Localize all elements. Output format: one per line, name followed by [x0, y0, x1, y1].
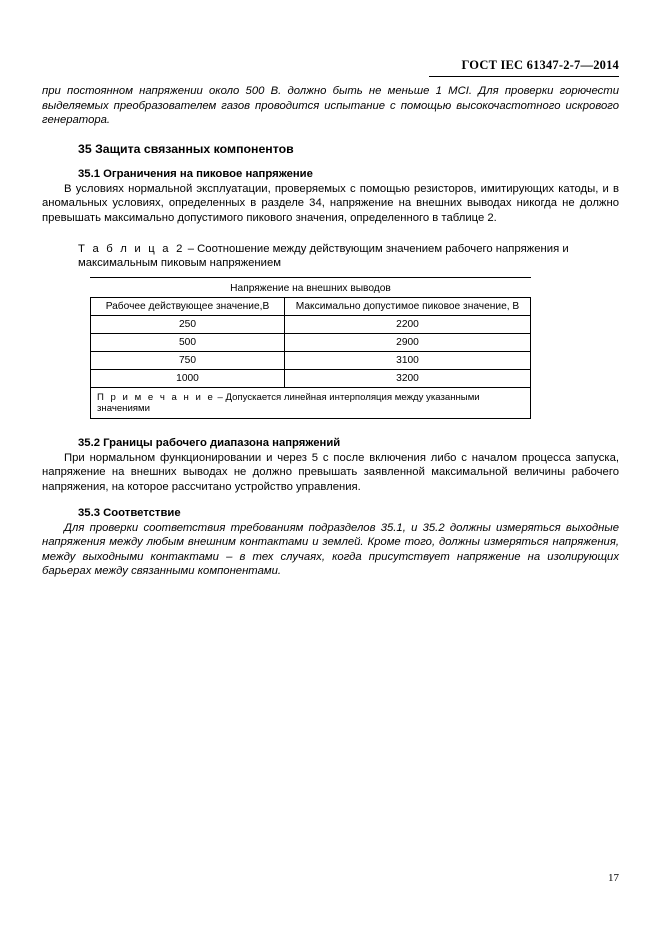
table-cell-peak-value: 3100	[285, 351, 531, 369]
subsection-heading-35-3: 35.3 Соответствие	[78, 506, 181, 519]
subsection-body-35-2: При нормальном функционировании и через 5 с после включения либо с началом процесса запуска, напряжение на внешних выводах не должно превышать заявленной максимальной величины рабочего напряжения, на которое рассчитано устройство управления.	[42, 451, 619, 493]
table-cell-working-value: 250	[91, 315, 285, 333]
table-cell-working-value: 500	[91, 333, 285, 351]
table-note-cell	[91, 387, 531, 418]
table-cell-working-value: 1000	[91, 369, 285, 387]
table-row	[91, 333, 531, 351]
table-cell-peak-value: 2900	[285, 333, 531, 351]
section-heading-35: 35 Защита связанных компонентов	[78, 141, 294, 156]
page-header-standard-id: ГОСТ IEC 61347-2-7—2014	[461, 58, 619, 72]
table-row	[91, 315, 531, 333]
table-group-header-row	[91, 280, 531, 298]
table-note-text: Допускается линейная интерполяция между указанными значениями	[97, 391, 480, 414]
subsection-body-35-3: Для проверки соответствия требованиям подразделов 35.1, и 35.2 должны измеряться выходные напряжения между любым внешним контактами и землей. Кроме того, должны измеряться напряжения, между выходными контактами – в тех случаях, когда присутствует напряжение на изолирующих барьерах между связанными компонентами.	[42, 521, 619, 578]
subsection-heading-35-2: 35.2 Границы рабочего диапазона напряжений	[78, 436, 341, 449]
table-column-header-0: Рабочее действующее значение,В	[91, 297, 285, 315]
table-cell-peak-value: 3200	[285, 369, 531, 387]
table-2-wrapper	[42, 277, 619, 419]
table-note-row	[91, 387, 531, 418]
page-content	[42, 84, 619, 579]
subsection-heading-35-1: 35.1 Ограничения на пиковое напряжение	[78, 167, 313, 180]
header-divider	[429, 76, 619, 77]
table-group-header: Напряжение на внешних выводов	[91, 280, 531, 298]
table-cell-peak-value: 2200	[285, 315, 531, 333]
table-caption	[42, 242, 619, 271]
table-cell-working-value: 750	[91, 351, 285, 369]
table-caption-label: Т а б л и ц а 2	[78, 242, 185, 255]
table-2	[90, 280, 531, 419]
table-caption-dash: –	[187, 242, 194, 255]
table-caption-text: Соотношение между действующим значением рабочего напряжения и максимальным пиковым напряжением	[78, 242, 569, 270]
table-column-header-1: Максимально допустимое пиковое значение, В	[285, 297, 531, 315]
table-note-label: П р и м е ч а н и е	[97, 391, 215, 403]
table-top-rule	[90, 277, 531, 278]
table-header-row	[91, 297, 531, 315]
table-row	[91, 369, 531, 387]
page-number: 17	[608, 872, 619, 884]
subsection-body-35-1: В условиях нормальной эксплуатации, проверяемых с помощью резисторов, имитирующих катоды, и в аномальных условиях, определенных в разделе 34, напряжение на внешних выводах никогда не должно превышать максимально допустимого пикового значения, определенного в таблице 2.	[42, 182, 619, 224]
table-row	[91, 351, 531, 369]
table-note-dash: –	[217, 391, 223, 403]
intro-paragraph: при постоянном напряжении около 500 В. должно быть не меньше 1 МСІ. Для проверки горючести выделяемых преобразователем газов проводится испытание с помощью высокочастотного искрового генератора.	[42, 85, 619, 127]
